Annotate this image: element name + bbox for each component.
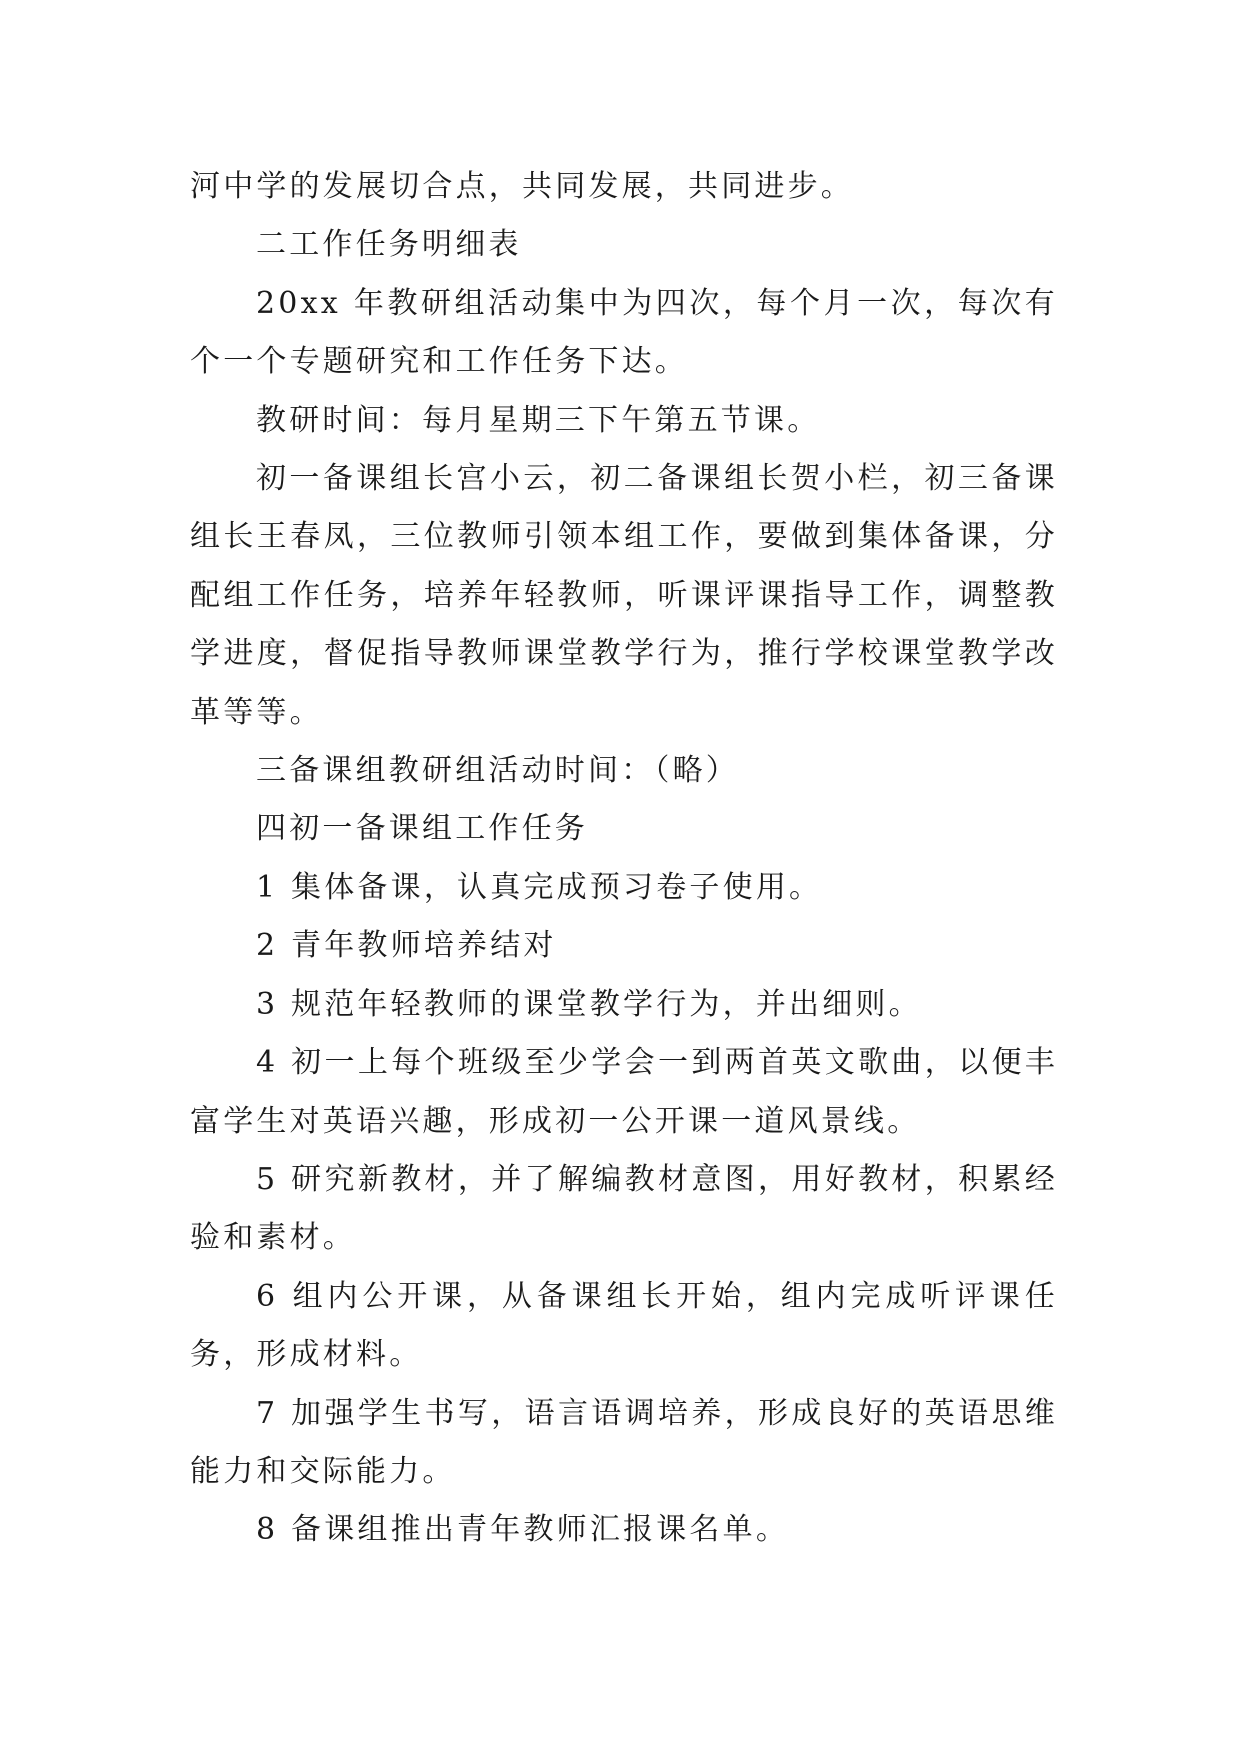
list-item: 2 青年教师培养结对 [256, 928, 557, 964]
paragraph-continuation: 河中学的发展切合点，共同发展，共同进步。 [190, 169, 854, 204]
list-item: 4 初一上每个班级至少学会一到两首英文歌曲，以便丰富学生对英语兴趣，形成初一公开课一道风景线。 [190, 1045, 1058, 1139]
list-item: 3 规范年轻教师的课堂教学行为，并出细则。 [256, 986, 922, 1022]
list-item: 6 组内公开课，从备课组长开始，组内完成听评课任务，形成材料。 [190, 1278, 1058, 1373]
paragraph-group-leaders: 初一备课组长宫小云，初二备课组长贺小栏，初三备课组长王春凤，三位教师引领本组工作，要做到集体备课，分配组工作任务，培养年轻教师，听课评课指导工作，调整教学进度，督促指导教师课堂教学行为，推行学校课堂教学改革等等。 [190, 461, 1058, 730]
list-item: 1 集体备课，认真完成预习卷子使用。 [256, 869, 823, 905]
paragraph-research-time: 教研时间：每月星期三下午第五节课。 [256, 402, 821, 438]
section-heading-grade-one-tasks: 四初一备课组工作任务 [256, 811, 588, 847]
list-item: 7 加强学生书写，语言语调培养，形成良好的英语思维能力和交际能力。 [190, 1395, 1058, 1489]
list-item: 8 备课组推出青年教师汇报课名单。 [256, 1512, 790, 1548]
list-item: 5 研究新教材，并了解编教材意图，用好教材，积累经验和素材。 [190, 1161, 1058, 1256]
paragraph-activity-schedule: 20xx 年教研组活动集中为四次，每个月一次，每次有个一个专题研究和工作任务下达。 [190, 285, 1058, 380]
document-body [190, 158, 1058, 1560]
section-heading-task-table: 二工作任务明细表 [256, 227, 522, 263]
section-heading-activity-time: 三备课组教研组活动时间：（略） [256, 753, 739, 789]
